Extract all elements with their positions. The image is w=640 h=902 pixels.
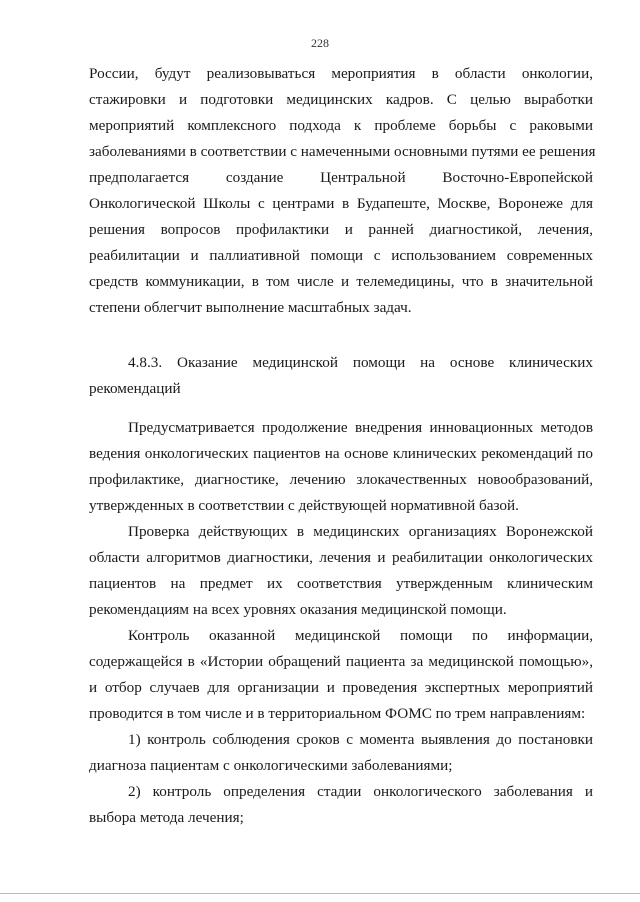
list-item-1 <box>89 727 593 779</box>
text-line: содержащейся в «Истории обращений пациента за медицинской помощью», <box>89 653 593 670</box>
text-line: ведения онкологических пациентов на основе клинических рекомендаций по <box>89 445 593 462</box>
text-line: средств коммуникации, в том числе и телемедицины, что в значительной <box>89 273 593 290</box>
text-line: пациентов на предмет их соответствия утвержденным клиническим <box>89 575 593 592</box>
text-line: России, будут реализовываться мероприятия в области онкологии, <box>89 65 593 82</box>
text-line: Проверка действующих в медицинских организациях Воронежской <box>128 523 593 540</box>
text-line: Предусматривается продолжение внедрения инновационных методов <box>128 419 593 436</box>
paragraph-verification <box>89 519 593 623</box>
list-item-2 <box>89 779 593 831</box>
text-line: области алгоритмов диагностики, лечения и реабилитации онкологических <box>89 549 593 566</box>
text-line: стажировки и подготовки медицинских кадров. С целью выработки <box>89 91 593 108</box>
text-line: 1) контроль соблюдения сроков с момента выявления до постановки <box>128 731 593 748</box>
text-line: выбора метода лечения; <box>89 809 244 826</box>
heading-line: рекомендаций <box>89 380 181 397</box>
paragraph-control <box>89 623 593 727</box>
text-line: заболеваниями в соответствии с намеченными основными путями ее решения <box>89 143 596 160</box>
text-line: 2) контроль определения стадии онкологического заболевания и <box>128 783 593 800</box>
heading-line: 4.8.3. Оказание медицинской помощи на основе клинических <box>128 354 593 371</box>
text-line: мероприятий комплексного подхода к проблеме борьбы с раковыми <box>89 117 593 134</box>
text-line: утвержденных в соответствии с действующей нормативной базой. <box>89 497 519 514</box>
text-line: диагноза пациентам с онкологическими заболеваниями; <box>89 757 453 774</box>
page-number: 228 <box>311 36 329 50</box>
page-bottom-edge <box>0 893 640 894</box>
section-heading-4-8-3 <box>89 350 593 402</box>
text-line: Онкологической Школы с центрами в Будапеште, Москве, Воронеже для <box>89 195 593 212</box>
text-line: профилактике, диагностике, лечению злокачественных новообразований, <box>89 471 593 488</box>
text-line: проводится в том числе и в территориальном ФОМС по трем направлениям: <box>89 705 586 722</box>
paragraph-russia-events <box>89 61 596 321</box>
text-line: решения вопросов профилактики и ранней диагностикой, лечения, <box>89 221 593 238</box>
paragraph-innovation <box>89 415 593 519</box>
text-line: степени облегчит выполнение масштабных задач. <box>89 299 412 316</box>
text-line: Контроль оказанной медицинской помощи по информации, <box>128 627 593 644</box>
text-line: и отбор случаев для организации и проведения экспертных мероприятий <box>89 679 593 696</box>
text-line: рекомендациям на всех уровнях оказания медицинской помощи. <box>89 601 507 618</box>
text-line: реабилитации и паллиативной помощи с использованием современных <box>89 247 593 264</box>
text-line: предполагается создание Центральной Восточно-Европейской <box>89 169 593 186</box>
